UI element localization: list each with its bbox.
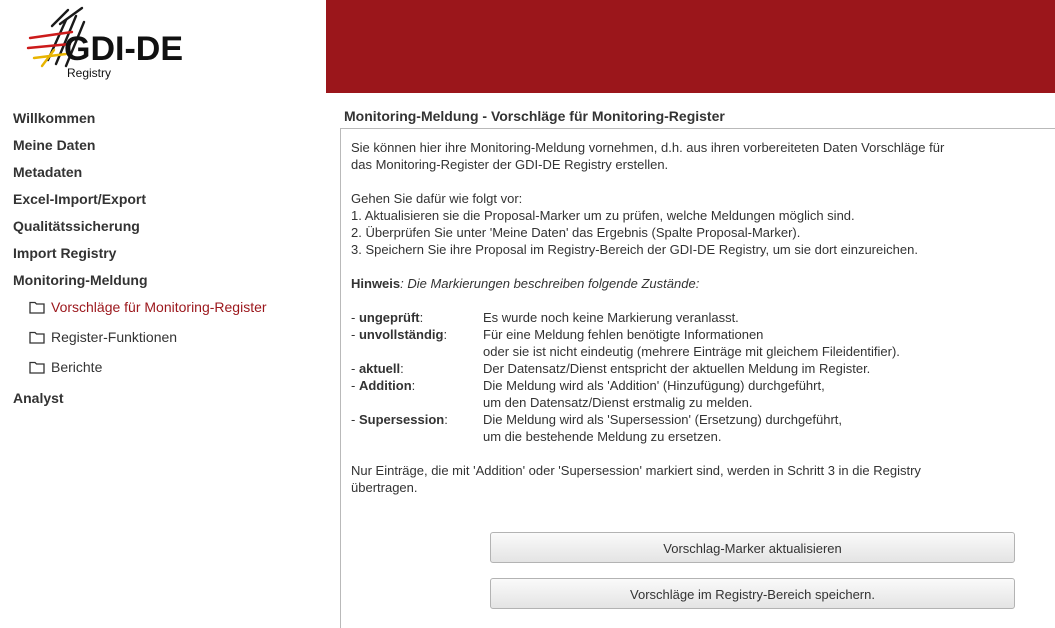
hint-line (351, 275, 1031, 292)
hint-label: Hinweis (351, 276, 401, 291)
status-desc-cont: oder sie ist nicht eindeutig (mehrere Einträge mit gleichem Fileidentifier). (483, 344, 900, 359)
header-banner (326, 0, 1055, 93)
status-desc: Für eine Meldung fehlen benötigte Informationen (483, 327, 764, 342)
svg-text:GDI-DE: GDI-DE (64, 30, 183, 68)
save-proposals-button[interactable]: Vorschläge im Registry-Bereich speichern. (490, 578, 1015, 609)
intro-line-1: Sie können hier ihre Monitoring-Meldung vornehmen, d.h. aus ihren vorbereiteten Daten Vorschläge für (351, 140, 945, 155)
status-desc: Die Meldung wird als 'Supersession' (Ersetzung) durchgeführt, (483, 412, 843, 427)
status-desc-cont: um die bestehende Meldung zu ersetzen. (483, 429, 722, 444)
note-line-1: Nur Einträge, die mit 'Addition' oder 'Supersession' markiert sind, werden in Schritt 3 in die Registry (351, 463, 921, 478)
note-line-2: übertragen. (351, 480, 418, 495)
step-1: 1. Aktualisieren sie die Proposal-Marker um zu prüfen, welche Meldungen möglich sind. (351, 208, 855, 223)
sidebar-subitem-vorschlaege[interactable] (29, 299, 267, 315)
sidebar-item-import-registry[interactable]: Import Registry (13, 245, 117, 261)
sidebar-item-willkommen[interactable]: Willkommen (13, 110, 96, 126)
status-row-ungeprueft: - ungeprüft: Es wurde noch keine Markierung veranlasst. (351, 309, 1031, 326)
status-term: Supersession (358, 412, 445, 427)
svg-text:Registry: Registry (67, 66, 112, 80)
sidebar-subitem-label: Vorschläge für Monitoring-Register (51, 299, 267, 315)
hint-text: : Die Markierungen beschreiben folgende Zustände: (400, 276, 700, 291)
step-3: 3. Speichern Sie ihre Proposal im Registry-Bereich der GDI-DE Registry, um sie dort einzureichen. (351, 242, 918, 257)
step-2: 2. Überprüfen Sie unter 'Meine Daten' das Ergebnis (Spalte Proposal-Marker). (351, 225, 801, 240)
sidebar-item-meine-daten[interactable]: Meine Daten (13, 137, 96, 153)
status-row-addition: - Addition: Die Meldung wird als 'Addition' (Hinzufügung) durchgeführt, um den Datensatz/Dienst erstmalig zu melden. (351, 377, 1031, 411)
sidebar-subitem-berichte[interactable] (29, 359, 102, 375)
folder-icon (29, 300, 45, 314)
sidebar-item-metadaten[interactable]: Metadaten (13, 164, 83, 180)
sidebar-item-qualitaetssicherung[interactable]: Qualitätssicherung (13, 218, 140, 234)
status-desc: Die Meldung wird als 'Addition' (Hinzufügung) durchgeführt, (483, 378, 825, 393)
page-title: Monitoring-Meldung - Vorschläge für Monitoring-Register (344, 108, 725, 124)
logo-graphic (26, 2, 186, 84)
status-term: aktuell (358, 361, 401, 376)
status-desc-cont: um den Datensatz/Dienst erstmalig zu melden. (483, 395, 753, 410)
steps-heading: Gehen Sie dafür wie folgt vor: (351, 191, 523, 206)
folder-icon (29, 360, 45, 374)
sidebar-item-analyst[interactable]: Analyst (13, 390, 64, 406)
folder-icon (29, 330, 45, 344)
sidebar-item-monitoring-meldung[interactable]: Monitoring-Meldung (13, 272, 148, 288)
sidebar-subitem-register-funktionen[interactable] (29, 329, 177, 345)
sidebar-subitem-label: Register-Funktionen (51, 329, 178, 345)
status-desc: Es wurde noch keine Markierung veranlasst. (483, 310, 739, 325)
status-row-unvollstaendig: - unvollständig: Für eine Meldung fehlen benötigte Informationen oder sie ist nicht eindeutig (mehrere Einträge mit gleichem Fileidentifier). (351, 326, 1031, 360)
gdi-de-logo[interactable] (26, 2, 186, 84)
status-term: Addition (358, 378, 412, 393)
status-term: ungeprüft (358, 310, 420, 325)
content-text (351, 139, 1031, 496)
status-term: unvollständig (358, 327, 444, 342)
sidebar-item-excel-import-export[interactable]: Excel-Import/Export (13, 191, 147, 207)
intro-line-2: das Monitoring-Register der GDI-DE Registry erstellen. (351, 157, 669, 172)
sidebar-subitem-label: Berichte (51, 359, 103, 375)
update-markers-button[interactable]: Vorschlag-Marker aktualisieren (490, 532, 1015, 563)
status-row-supersession: - Supersession: Die Meldung wird als 'Supersession' (Ersetzung) durchgeführt, um die bestehende Meldung zu ersetzen. (351, 411, 1031, 445)
status-row-aktuell: - aktuell: Der Datensatz/Dienst entspricht der aktuellen Meldung im Register. (351, 360, 1031, 377)
status-desc: Der Datensatz/Dienst entspricht der aktuellen Meldung im Register. (483, 361, 871, 376)
